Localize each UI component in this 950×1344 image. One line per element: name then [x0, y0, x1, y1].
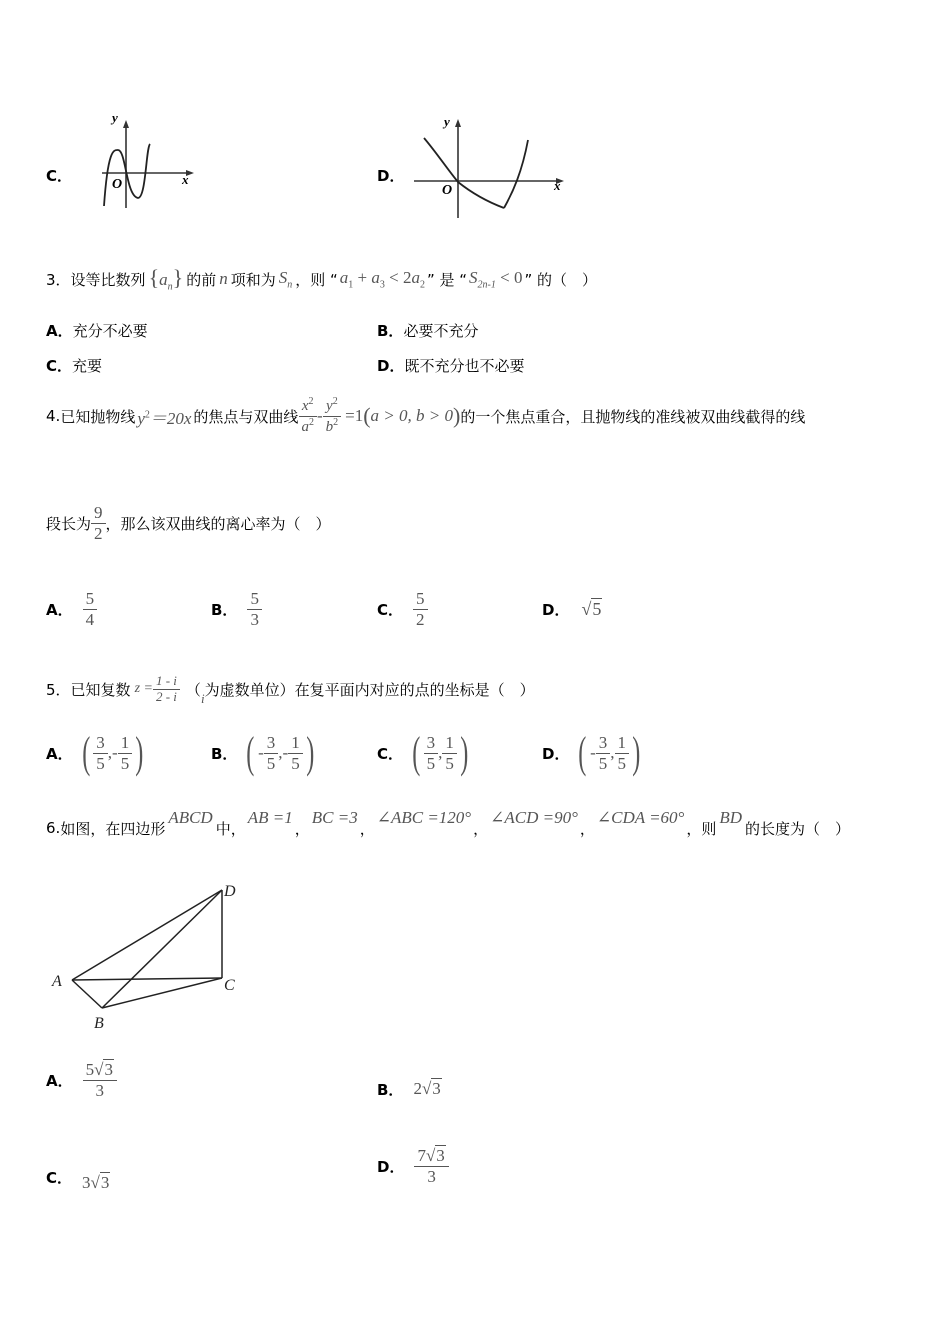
q4-hyperbola-y-frac: $\frac{y^2}{b^2}$: [323, 396, 342, 436]
graph-option-d: [408, 112, 570, 224]
q4-number: 4.: [46, 407, 61, 425]
q6-option-b[interactable]: B． 2√3: [377, 1079, 441, 1099]
q5-option-a[interactable]: A． ( $\frac{3}{5}$ , - $\frac{1}{5}$ ): [46, 728, 144, 777]
graph-c-origin-label: O: [112, 177, 123, 192]
q3-option-d[interactable]: D．既不充分也不必要: [377, 357, 525, 375]
q6-option-c[interactable]: C． 3√3: [46, 1168, 110, 1192]
q6-text-2: 中，: [215, 819, 246, 838]
graph-option-c: [98, 108, 200, 216]
graph-c-x-label: x: [182, 172, 189, 187]
q3-option-c[interactable]: C．充要: [46, 357, 103, 375]
q5-text-2: （: [185, 680, 201, 699]
q5-i: i: [200, 691, 205, 706]
q6-cond-cda: ∠CDA =60°: [596, 808, 685, 827]
q6-figure-label-c: C: [224, 977, 235, 994]
q3-text-4: ，则 “: [295, 270, 338, 289]
q3-option-a[interactable]: A．充分不必要: [46, 322, 148, 340]
q4-text-3: 的一个焦点重合，且抛物线的准线被双曲线截得的线: [460, 407, 806, 426]
question-6-stem: 6. 如图，在四边形 ABCD 中， AB =1 ， BC =3 ， ∠ABC =120° ， ∠ACD =90° ， ∠CDA =60° ，则 BD 的长度为（ ）: [46, 808, 851, 838]
q3-text-5: ” 是 “: [426, 270, 468, 289]
q6-text-1: 如图，在四边形: [60, 819, 166, 838]
q3-sequence: $\{a_n\}$: [148, 265, 184, 293]
option-c-label: C．: [46, 167, 73, 185]
q3-text-3: 项和为: [230, 270, 276, 289]
q5-number: 5．: [46, 680, 71, 699]
q5-text-1: 已知复数: [70, 680, 131, 699]
q4-text-2: 的焦点与双曲线: [193, 407, 299, 426]
q6-cond-ab: AB =1: [247, 808, 293, 827]
q4-text-4: 段长为: [46, 514, 92, 533]
q4-option-a[interactable]: A． $\frac{5}{4}$: [46, 584, 97, 634]
q4-equals-one: =1: [345, 406, 364, 425]
q4-option-b[interactable]: B． $\frac{5}{3}$: [211, 584, 262, 634]
graph-c-y-label: y: [112, 110, 118, 125]
question-5-stem: [46, 666, 535, 712]
q4-condition: a > 0, b > 0: [370, 406, 453, 425]
q3-condition-2: $S_{2n-1} < 0$: [469, 267, 523, 291]
q4-hyperbola-x-frac: $\frac{x^2}{a^2}$: [298, 396, 317, 436]
question-3-stem: [46, 262, 926, 296]
question-4-stem-line2: [46, 498, 331, 548]
q6-figure-label-a: A: [52, 973, 62, 990]
q4-option-d[interactable]: D． √5: [542, 598, 602, 619]
graph-d-x-label: x: [554, 178, 561, 193]
q3-sum-symbol: $S_n$: [278, 267, 293, 291]
q5-z: z =: [134, 681, 153, 696]
q6-cond-acd: ∠ACD =90°: [490, 808, 578, 827]
q6-bd: BD: [719, 808, 743, 827]
q4-minus: -: [316, 406, 323, 425]
q6-number: 6.: [46, 819, 61, 837]
q6-figure-quadrilateral: [46, 872, 246, 1034]
q6-cond-bc: BC =3: [311, 808, 358, 827]
q3-number: 3．: [46, 270, 71, 289]
q3-text-1: 设等比数列: [70, 270, 146, 289]
graph-d-y-label: y: [444, 114, 450, 129]
q3-option-b[interactable]: B．必要不充分: [377, 322, 479, 340]
q4-text-1: 已知抛物线: [60, 407, 136, 426]
q3-condition-1: $a_1 + a_3 < 2a_2$: [339, 267, 425, 291]
graph-d-origin-label: O: [442, 183, 453, 198]
q3-text-2: 的前: [186, 270, 217, 289]
q4-option-c[interactable]: C． $\frac{5}{2}$: [377, 584, 428, 634]
q6-quad: ABCD: [168, 808, 213, 827]
q5-option-c[interactable]: C． ( $\frac{3}{5}$ , $\frac{1}{5}$ ): [377, 728, 469, 777]
q6-option-d[interactable]: D． $\frac{7√3}{3}$: [377, 1138, 449, 1194]
q6-figure-label-d: D: [224, 883, 236, 900]
q4-text-5: ，那么该双曲线的离心率为（ ）: [105, 514, 331, 533]
q5-option-b[interactable]: B． ( - $\frac{3}{5}$ , - $\frac{1}{5}$ ): [211, 728, 315, 777]
option-d-label: D．: [377, 167, 405, 185]
q5-text-3: 为虚数单位）在复平面内对应的点的坐标是（ ）: [204, 680, 535, 699]
q6-option-a[interactable]: A． $\frac{5√3}{3}$: [46, 1052, 117, 1108]
q4-length-frac: $\frac{9}{2}$: [91, 503, 106, 543]
q6-figure-label-b: B: [94, 1015, 104, 1032]
q4-parabola: $y^2=20x$: [137, 408, 192, 428]
q6-text-4: 的长度为（ ）: [745, 819, 851, 838]
q5-z-frac: $\frac{1 - i}{2 - i}$: [153, 674, 180, 705]
q6-cond-abc: ∠ABC =120°: [376, 808, 472, 827]
q3-text-6: ” 的（ ）: [524, 270, 598, 289]
question-4-stem: 4. 已知抛物线 $y^2=20x$ 的焦点与双曲线 $\frac{x^2}{a^2}$ - $\frac{y^2}{b^2}$ =1 ( a > 0, b > 0 ) 的一个焦点重合，且抛物线的准线被双曲线截得的线: [46, 396, 806, 435]
q3-n: n: [219, 269, 228, 288]
q5-option-d[interactable]: D． ( - $\frac{3}{5}$ , $\frac{1}{5}$ ): [542, 728, 641, 777]
q6-text-3: ，则: [686, 819, 717, 838]
